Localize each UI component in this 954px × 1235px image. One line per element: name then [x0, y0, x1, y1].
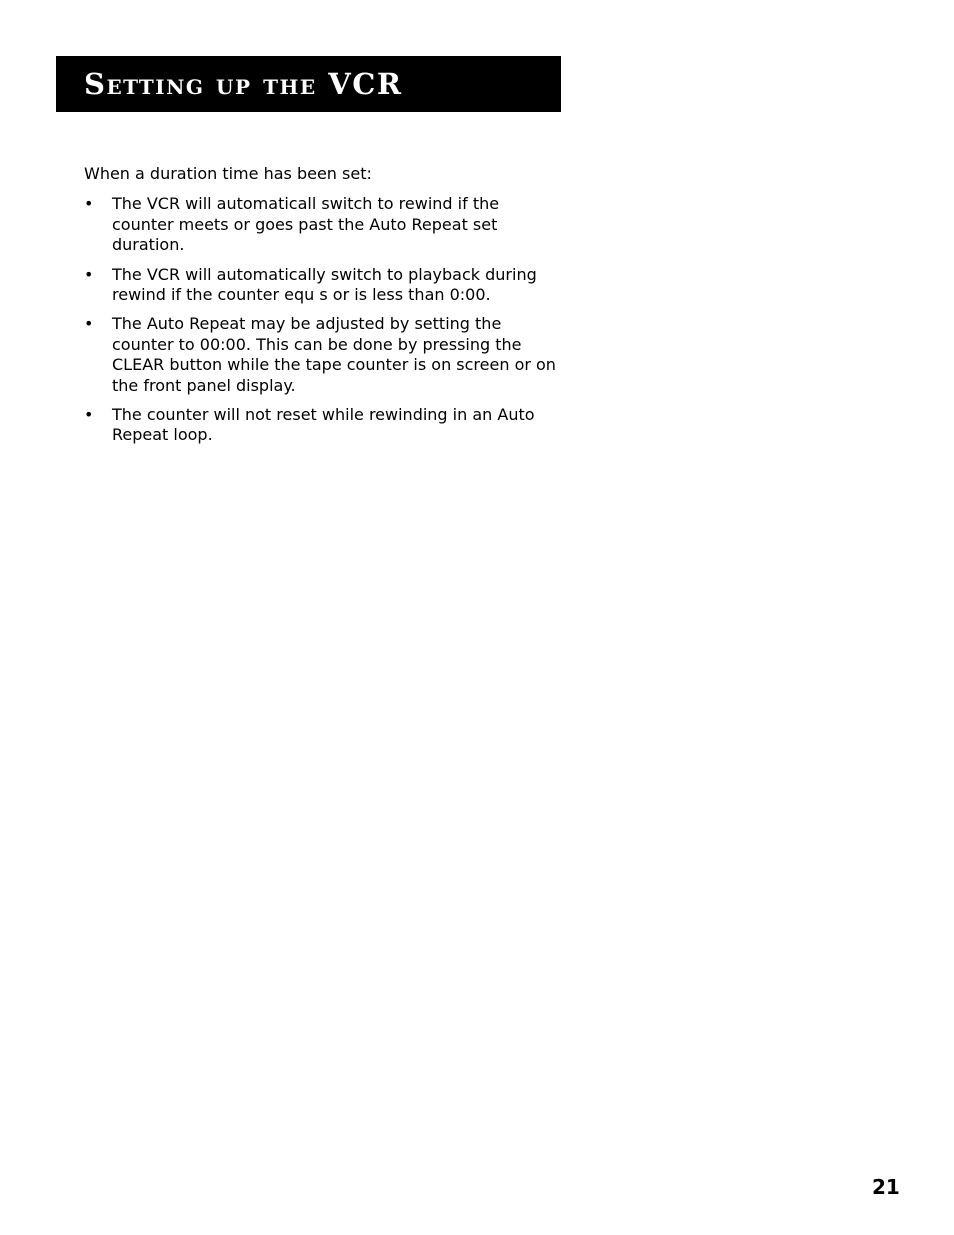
list-item [84, 194, 564, 255]
intro-text: When a duration time has been set: [84, 164, 372, 183]
list-item-text: The VCR will automatically switch to playback during rewind if the counter equ s or is less than 0:00. [112, 264, 537, 305]
bullet-icon: • [84, 405, 94, 425]
section-title: Setting up the VCR [84, 67, 403, 101]
bullet-icon: • [84, 314, 94, 334]
list-item-text: The counter will not reset while rewinding in an Auto Repeat loop. [112, 405, 535, 445]
list-item [84, 314, 564, 396]
list-item-text: The Auto Repeat may be adjusted by setting the counter to 00:00. This can be done by pressing the CLEAR button while the tape counter is on screen or on the front panel display. [112, 314, 556, 395]
bullet-icon: • [84, 264, 94, 284]
bullet-list [84, 194, 564, 445]
page-number: 21 [872, 1175, 900, 1199]
list-item [84, 405, 564, 446]
list-item-text: The VCR will automaticall switch to rewind if the counter meets or goes past the Auto Repeat set duration. [112, 194, 500, 255]
main-content [84, 164, 564, 455]
section-header-bar [56, 56, 561, 112]
bullet-icon: • [84, 194, 94, 214]
list-item [84, 265, 564, 306]
